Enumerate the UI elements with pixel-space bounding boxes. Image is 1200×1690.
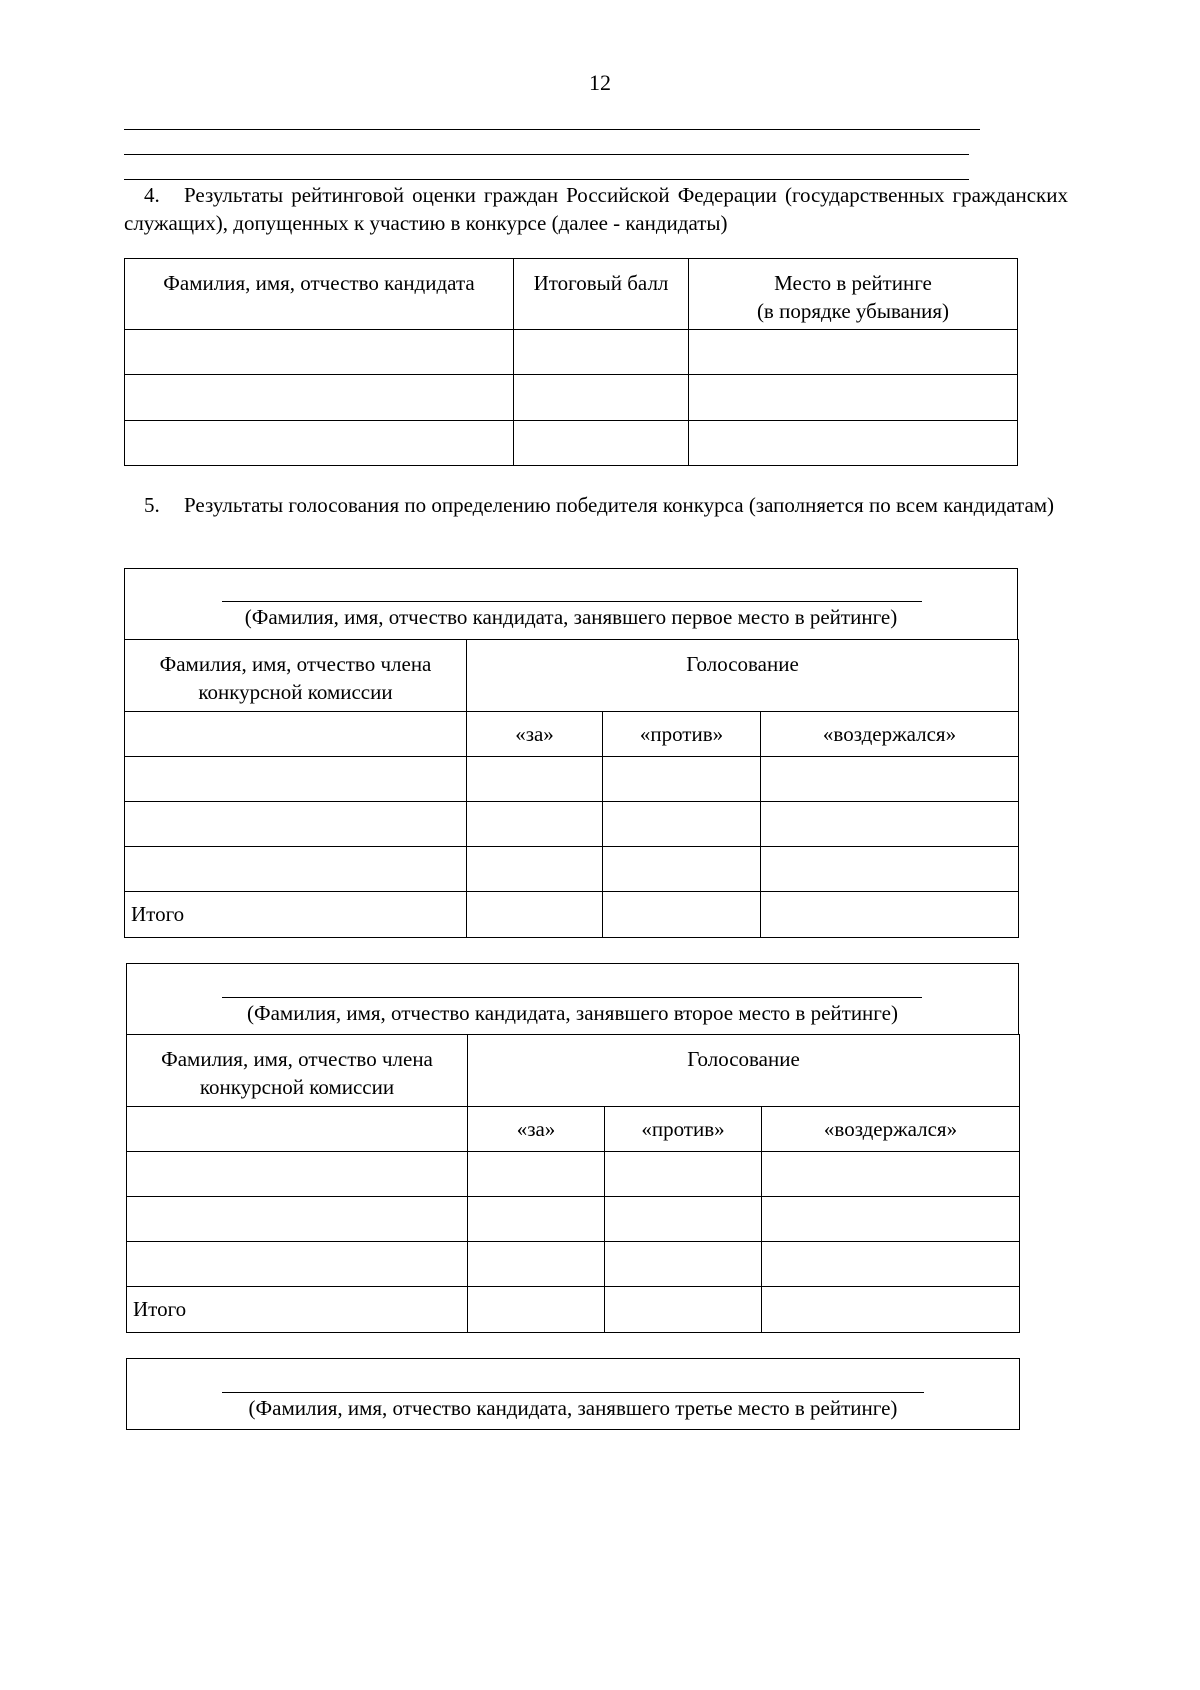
- member-header: [127, 1035, 468, 1107]
- total-label: Итого: [127, 1287, 468, 1333]
- total-label: Итого: [125, 892, 467, 938]
- vote-abstained-cell[interactable]: [762, 1197, 1020, 1242]
- vote-against-cell[interactable]: [603, 847, 761, 892]
- vote-for-cell[interactable]: [468, 1242, 605, 1287]
- member-header-line1: Фамилия, имя, отчество члена: [161, 1047, 433, 1071]
- vote-against-cell[interactable]: [605, 1242, 762, 1287]
- vote-against-cell[interactable]: [605, 1197, 762, 1242]
- second-place-title-box: [126, 963, 1019, 1035]
- blank-line-2: [124, 154, 969, 155]
- rating-cell-rank[interactable]: [689, 330, 1018, 375]
- third-place-name-line[interactable]: [222, 1392, 924, 1393]
- total-abstained-cell[interactable]: [762, 1287, 1020, 1333]
- vote-against-cell[interactable]: [605, 1152, 762, 1197]
- rating-table: [124, 258, 1018, 466]
- vote-for-cell[interactable]: [468, 1197, 605, 1242]
- vote-against-header: «против»: [603, 712, 761, 757]
- second-place-vote-table: [126, 1034, 1020, 1333]
- vote-for-header: «за»: [467, 712, 603, 757]
- member-header: [125, 640, 467, 712]
- rating-cell-rank[interactable]: [689, 375, 1018, 421]
- first-place-vote-table: [124, 639, 1019, 938]
- vote-abstained-cell[interactable]: [762, 1242, 1020, 1287]
- page-number: 12: [589, 70, 611, 95]
- vote-abstained-cell[interactable]: [761, 757, 1019, 802]
- member-cell[interactable]: [127, 1152, 468, 1197]
- section4-text: Результаты рейтинговой оценки граждан Российской Федерации (государственных гражданских служащих), допущенных к участию в конкурсе (далее - кандидаты): [124, 183, 1068, 235]
- voting-header: Голосование: [467, 640, 1019, 712]
- total-for-cell[interactable]: [468, 1287, 605, 1333]
- rating-header-rank: [689, 259, 1018, 330]
- third-place-caption: (Фамилия, имя, отчество кандидата, занявшего третье место в рейтинге): [248, 1396, 898, 1420]
- first-place-title-box: [124, 568, 1018, 640]
- blank-line-3: [124, 179, 969, 180]
- section5-text: Результаты голосования по определению победителя конкурса (заполняется по всем кандидатам): [184, 493, 1055, 517]
- rating-header-score: Итоговый балл: [514, 259, 689, 330]
- second-place-caption: (Фамилия, имя, отчество кандидата, занявшего второе место в рейтинге): [247, 1001, 898, 1025]
- vote-against-header: «против»: [605, 1107, 762, 1152]
- total-for-cell[interactable]: [467, 892, 603, 938]
- total-abstained-cell[interactable]: [761, 892, 1019, 938]
- blank-line-1: [124, 129, 980, 130]
- section5-paragraph: [124, 491, 1068, 519]
- member-cell[interactable]: [127, 1242, 468, 1287]
- member-cell[interactable]: [125, 847, 467, 892]
- rating-cell-score[interactable]: [514, 330, 689, 375]
- first-place-caption: (Фамилия, имя, отчество кандидата, занявшего первое место в рейтинге): [244, 605, 898, 629]
- third-place-title-box: [126, 1358, 1020, 1430]
- total-against-cell[interactable]: [605, 1287, 762, 1333]
- rating-cell-name[interactable]: [125, 421, 514, 466]
- section4-paragraph: [124, 181, 1068, 237]
- member-header-line2: конкурсной комиссии: [199, 1075, 395, 1099]
- voting-header: Голосование: [468, 1035, 1020, 1107]
- vote-against-cell[interactable]: [603, 757, 761, 802]
- member-cell[interactable]: [125, 712, 467, 757]
- rating-header-name: Фамилия, имя, отчество кандидата: [125, 259, 514, 330]
- member-header-line2: конкурсной комиссии: [198, 680, 393, 704]
- rating-cell-name[interactable]: [125, 375, 514, 421]
- vote-for-cell[interactable]: [467, 757, 603, 802]
- rating-cell-score[interactable]: [514, 421, 689, 466]
- member-header-line1: Фамилия, имя, отчество члена: [159, 652, 432, 676]
- member-cell[interactable]: [125, 757, 467, 802]
- vote-abstained-header: «воздержался»: [762, 1107, 1020, 1152]
- rating-header-rank-line2: (в порядке убывания): [756, 299, 950, 323]
- rating-cell-score[interactable]: [514, 375, 689, 421]
- vote-for-header: «за»: [468, 1107, 605, 1152]
- rating-header-rank-line1: Место в рейтинге: [774, 271, 932, 295]
- first-place-name-line[interactable]: [222, 601, 922, 602]
- section5-number: 5.: [144, 493, 160, 517]
- vote-for-cell[interactable]: [467, 802, 603, 847]
- member-cell[interactable]: [125, 802, 467, 847]
- rating-cell-name[interactable]: [125, 330, 514, 375]
- vote-abstained-cell[interactable]: [761, 847, 1019, 892]
- vote-abstained-header: «воздержался»: [761, 712, 1019, 757]
- section4-number: 4.: [144, 183, 160, 207]
- vote-abstained-cell[interactable]: [761, 802, 1019, 847]
- member-cell[interactable]: [127, 1197, 468, 1242]
- vote-against-cell[interactable]: [603, 802, 761, 847]
- vote-abstained-cell[interactable]: [762, 1152, 1020, 1197]
- vote-for-cell[interactable]: [468, 1152, 605, 1197]
- vote-for-cell[interactable]: [467, 847, 603, 892]
- second-place-name-line[interactable]: [222, 997, 922, 998]
- rating-cell-rank[interactable]: [689, 421, 1018, 466]
- member-cell[interactable]: [127, 1107, 468, 1152]
- total-against-cell[interactable]: [603, 892, 761, 938]
